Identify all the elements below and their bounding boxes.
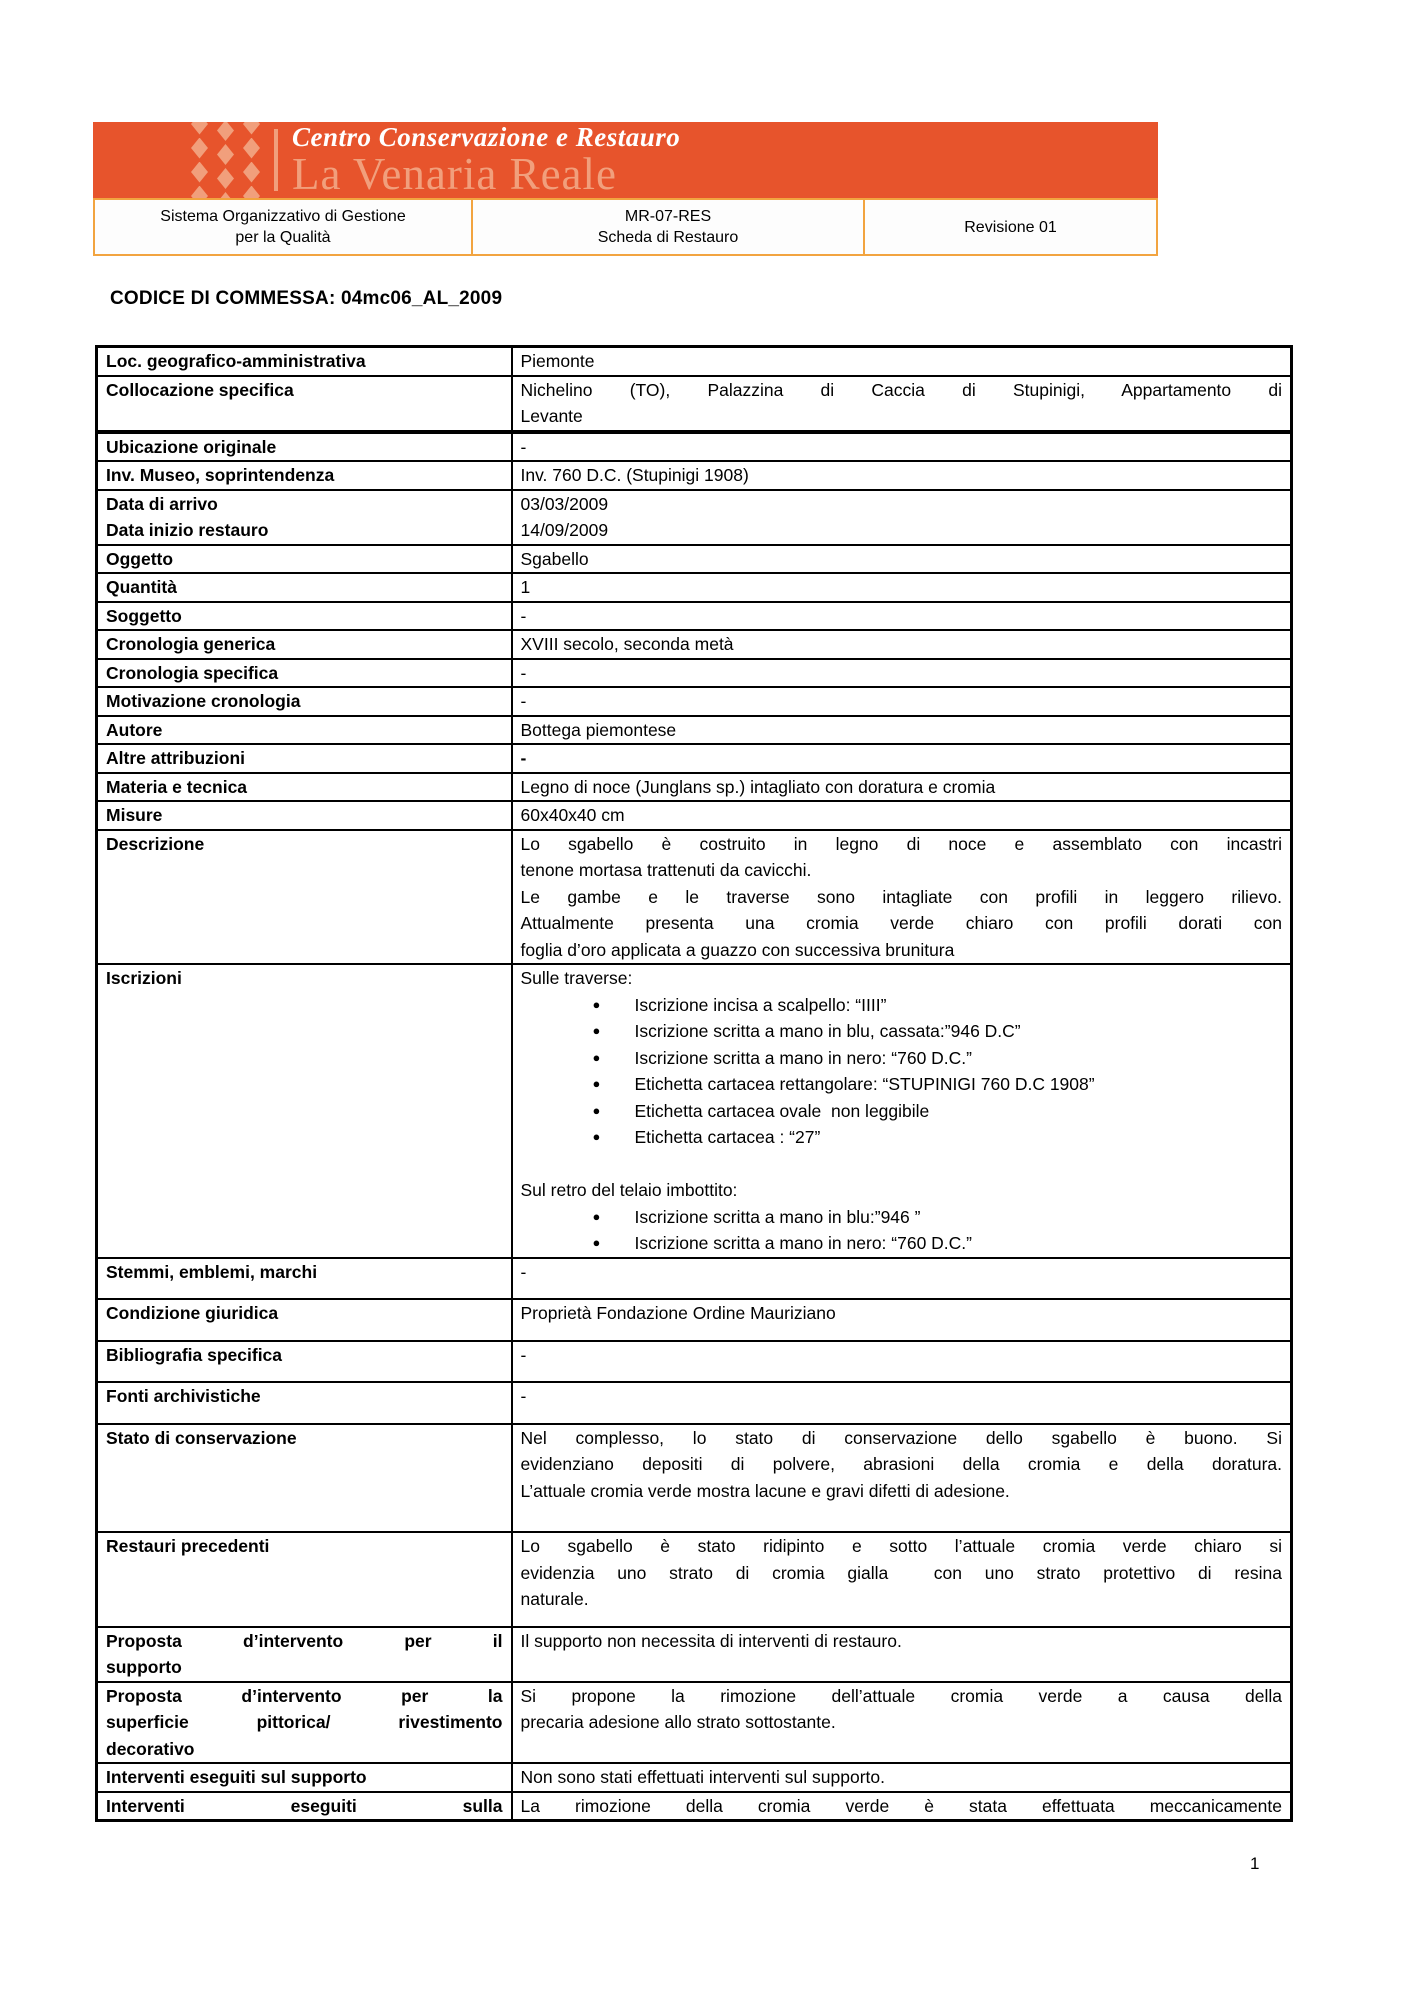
row-label: Interventi eseguiti sul supporto xyxy=(97,1763,512,1792)
row-label: Restauri precedenti xyxy=(97,1532,512,1627)
table-row xyxy=(97,1299,1292,1341)
page-number: 1 xyxy=(1250,1854,1260,1873)
row-label: Loc. geografico-amministrativa xyxy=(97,347,512,376)
table-row xyxy=(97,1424,1292,1533)
row-value: Il supporto non necessita di interventi di restauro. xyxy=(512,1627,1292,1682)
table-row xyxy=(97,490,1292,545)
row-label: Stemmi, emblemi, marchi xyxy=(97,1258,512,1300)
bullet-icon: ● xyxy=(592,996,601,1012)
row-value: Bottega piemontese xyxy=(512,716,1292,745)
table-row xyxy=(97,1682,1292,1764)
table-row xyxy=(97,1792,1292,1821)
venaria-diamond-logo-icon xyxy=(191,122,260,198)
revision-label: Revisione 01 xyxy=(964,218,1057,236)
row-label: Proposta d’intervento per la superficie pittorica/ rivestimento decorativo xyxy=(97,1682,512,1764)
bullet-icon: ● xyxy=(592,1023,601,1038)
org-name: Centro Conservazione e Restauro xyxy=(292,122,681,152)
bullet-item: ● Iscrizione incisa a scalpello: “IIII” xyxy=(521,992,1283,1019)
table-row xyxy=(97,347,1292,376)
row-value: - xyxy=(512,744,1292,773)
row-label: Fonti archivistiche xyxy=(97,1382,512,1424)
row-label: Cronologia specifica xyxy=(97,659,512,688)
row-label: Collocazione specifica xyxy=(97,376,512,432)
quality-system-line: Sistema Organizzativo di Gestione xyxy=(160,208,406,225)
row-label: Inv. Museo, soprintendenza xyxy=(97,461,512,490)
bullet-icon: ● xyxy=(592,1129,601,1144)
logo-diamond-column xyxy=(191,122,208,198)
org-banner xyxy=(93,122,1158,198)
row-value: - xyxy=(512,659,1292,688)
row-value: Sgabello xyxy=(512,545,1292,574)
row-value: - xyxy=(512,1341,1292,1383)
row-value: La rimozione della cromia verde è stata effettuata meccanicamente xyxy=(512,1792,1292,1821)
row-value: Non sono stati effettuati interventi sul supporto. xyxy=(512,1763,1292,1792)
org-brand-name: La Venaria Reale xyxy=(292,148,618,198)
table-row xyxy=(97,1341,1292,1383)
row-label: Soggetto xyxy=(97,602,512,631)
row-value: 1 xyxy=(512,573,1292,602)
logo-diamond-column xyxy=(243,122,260,198)
document-code-cell xyxy=(473,198,865,256)
row-value: Piemonte xyxy=(512,347,1292,376)
table-row xyxy=(97,716,1292,745)
row-value: Lo sgabello è stato ridipinto e sotto l’attuale cromia verde chiaro si evidenzia uno strato di cromia gialla con uno strato protettivo di resina naturale. xyxy=(512,1532,1292,1627)
row-label: Proposta d’intervento per il supporto xyxy=(97,1627,512,1682)
row-label: Interventi eseguiti sulla xyxy=(97,1792,512,1821)
bullet-icon: ● xyxy=(592,1208,601,1224)
row-label: Stato di conservazione xyxy=(97,1424,512,1533)
table-row xyxy=(97,1532,1292,1627)
table-row xyxy=(97,744,1292,773)
document-code: MR-07-RES xyxy=(624,208,712,225)
revision-cell xyxy=(865,198,1158,256)
row-label: Altre attribuzioni xyxy=(97,744,512,773)
row-label: Iscrizioni xyxy=(97,964,512,1258)
table-row xyxy=(97,432,1292,462)
org-title-block xyxy=(292,124,680,197)
table-row xyxy=(97,801,1292,830)
quality-system-line: per la Qualità xyxy=(235,229,331,246)
row-value: Legno di noce (Junglans sp.) intagliato con doratura e cromia xyxy=(512,773,1292,802)
row-value: Inv. 760 D.C. (Stupinigi 1908) xyxy=(512,461,1292,490)
row-value: Lo sgabello è costruito in legno di noce e assemblato con incastri tenone mortasa trattenuti da cavicchi. Le gambe e le traverse sono intagliate con profili in leggero rilievo. Attualmente presenta una cromia verde chiaro con profili dorati con foglia d’oro applicata a guazzo con successiva brunitura xyxy=(512,830,1292,965)
bullet-icon: ● xyxy=(592,1049,601,1065)
row-value: - xyxy=(512,1258,1292,1300)
bullet-icon: ● xyxy=(592,1235,601,1250)
table-row xyxy=(97,630,1292,659)
table-row xyxy=(97,1382,1292,1424)
row-label: Bibliografia specifica xyxy=(97,1341,512,1383)
letterhead xyxy=(93,122,1158,256)
row-value: Si propone la rimozione dell’attuale cromia verde a causa della precaria adesione allo strato sottostante. xyxy=(512,1682,1292,1764)
row-value: 03/03/2009 14/09/2009 xyxy=(512,490,1292,545)
table-row xyxy=(97,545,1292,574)
table-row xyxy=(97,659,1292,688)
table-row xyxy=(97,376,1292,432)
table-row xyxy=(97,1258,1292,1300)
bullet-icon: ● xyxy=(592,1076,601,1091)
row-value: 60x40x40 cm xyxy=(512,801,1292,830)
table-row xyxy=(97,773,1292,802)
logo-divider xyxy=(274,129,278,191)
bullet-item: ● Etichetta cartacea : “27” xyxy=(521,1124,1283,1151)
table-row xyxy=(97,1763,1292,1792)
row-label: Quantità xyxy=(97,573,512,602)
row-label: Materia e tecnica xyxy=(97,773,512,802)
row-value: Nichelino (TO), Palazzina di Caccia di Stupinigi, Appartamento di Levante xyxy=(512,376,1292,432)
restoration-record-table xyxy=(95,345,1293,1822)
document-info-row xyxy=(93,198,1158,256)
logo-diamond-column xyxy=(217,122,234,198)
row-label: Ubicazione originale xyxy=(97,432,512,462)
row-label: Data di arrivo Data inizio restauro xyxy=(97,490,512,545)
commessa-code-title: CODICE DI COMMESSA: 04mc06_AL_2009 xyxy=(110,288,503,309)
bullet-item: ● Etichetta cartacea ovale non leggibile xyxy=(521,1098,1283,1125)
table-row xyxy=(97,1627,1292,1682)
row-label: Descrizione xyxy=(97,830,512,965)
bullet-item: ● Iscrizione scritta a mano in blu, cassata:”946 D.C” xyxy=(521,1018,1283,1045)
row-value: - xyxy=(512,1382,1292,1424)
quality-system-cell xyxy=(93,198,473,256)
document-type: Scheda di Restauro xyxy=(597,229,739,246)
bullet-item: ● Etichetta cartacea rettangolare: “STUPINIGI 760 D.C 1908” xyxy=(521,1071,1283,1098)
table-row xyxy=(97,964,1292,1258)
row-value: - xyxy=(512,432,1292,462)
table-row xyxy=(97,573,1292,602)
bullet-item: ● Iscrizione scritta a mano in nero: “760 D.C.” xyxy=(521,1230,1283,1257)
table-row xyxy=(97,461,1292,490)
row-label: Cronologia generica xyxy=(97,630,512,659)
row-label: Misure xyxy=(97,801,512,830)
row-label: Oggetto xyxy=(97,545,512,574)
bullet-item: ● Iscrizione scritta a mano in blu:”946 ” xyxy=(521,1204,1283,1231)
row-value: Proprietà Fondazione Ordine Mauriziano xyxy=(512,1299,1292,1341)
row-value: - xyxy=(512,602,1292,631)
row-label: Condizione giuridica xyxy=(97,1299,512,1341)
row-label: Motivazione cronologia xyxy=(97,687,512,716)
bullet-icon: ● xyxy=(592,1102,601,1118)
row-value: Sulle traverse: ● Iscrizione incisa a scalpello: “IIII” ● Iscrizione scritta a mano in blu, cassata:”946 D.C” ● Iscrizione scritta a mano in nero: “760 D.C.” ● Etichetta cartacea rettangolare: “STUPINIGI 760 D.C 1908” ● Etichetta cartacea ovale non leggibile ● Etichetta cartacea : “27” Sul retro del telaio imbottito: ● Iscrizione scritta a mano in blu:”946 ” ● Iscrizione scritta a mano in nero: “760 D.C.” xyxy=(512,964,1292,1258)
table-row xyxy=(97,687,1292,716)
row-label: Autore xyxy=(97,716,512,745)
row-value: XVIII secolo, seconda metà xyxy=(512,630,1292,659)
row-value: Nel complesso, lo stato di conservazione dello sgabello è buono. Si evidenziano depositi di polvere, abrasioni della cromia e della doratura. L’attuale cromia verde mostra lacune e gravi difetti di adesione. xyxy=(512,1424,1292,1533)
bullet-item: ● Iscrizione scritta a mano in nero: “760 D.C.” xyxy=(521,1045,1283,1072)
table-row xyxy=(97,602,1292,631)
table-row xyxy=(97,830,1292,965)
row-value: - xyxy=(512,687,1292,716)
